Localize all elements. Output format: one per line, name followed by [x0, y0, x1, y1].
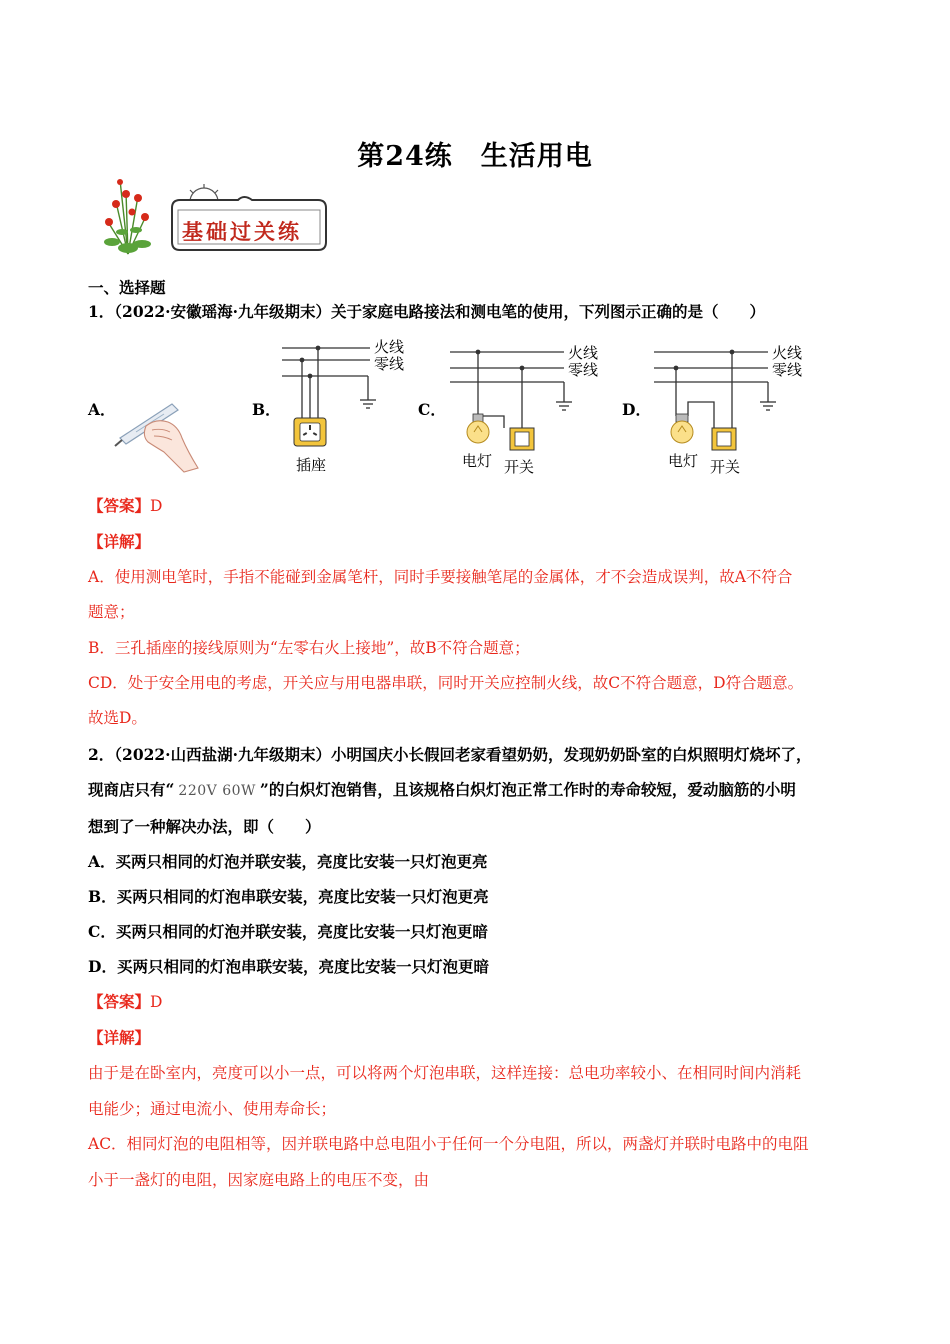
lamp-label: 电灯 — [462, 452, 493, 470]
question-2-number: 2． — [88, 745, 115, 764]
fire-line-label: 火线 — [374, 338, 405, 356]
section-heading: 一、选择题 — [88, 278, 166, 297]
option-d-label: D． — [622, 400, 651, 419]
neutral-line-label: 零线 — [772, 361, 803, 379]
q2-option-a: A．买两只相同的灯泡并联安装，亮度比安装一只灯泡更亮 — [88, 852, 488, 871]
question-1-source: （2022·安徽瑶海·九年级期末） — [114, 302, 331, 321]
circuit-d-diagram — [652, 340, 817, 480]
socket-label: 插座 — [296, 456, 327, 474]
q1-detail-line: 故选D。 — [88, 709, 147, 727]
q1-detail-line: A．使用测电笔时，手指不能碰到金属笔杆，同时手要接触笔尾的金属体，才不会造成误判，故A不符合 — [88, 568, 793, 586]
answer-tag: 【答案】 — [88, 496, 151, 515]
q2-option-b: B．买两只相同的灯泡串联安装，亮度比安装一只灯泡更亮 — [88, 887, 489, 906]
bulb-spec: 220V 60W — [178, 783, 256, 799]
fire-line-label: 火线 — [568, 344, 599, 362]
test-pen-hand-illustration — [112, 396, 204, 476]
switch-icon — [712, 428, 736, 450]
question-2-stem — [88, 743, 868, 767]
flower-icon — [98, 172, 158, 256]
socket-icon — [294, 418, 326, 446]
detail-tag: 【详解】 — [88, 532, 151, 551]
answer-tag: 【答案】 — [88, 992, 151, 1011]
option-a-label: A． — [88, 400, 116, 419]
q1-detail-line: CD．处于安全用电的考虑，开关应与用电器串联，同时开关应控制火线，故C不符合题意，D符合题意。 — [88, 674, 804, 692]
q1-detail-line: B．三孔插座的接线原则为“左零右火上接地”，故B不符合题意； — [88, 639, 530, 657]
stem-text: ”的白炽灯泡销售，且该规格白炽灯泡正常工作时的寿命较短，爱动脑筋的小明 — [259, 780, 796, 799]
stem-text: 现商店只有“ — [88, 780, 175, 799]
page-title — [0, 134, 950, 173]
badge-text: 基础过关练 — [182, 219, 302, 244]
lamp-label: 电灯 — [668, 452, 699, 470]
question-1-stem — [88, 300, 868, 324]
question-2-stem-line3: 想到了一种解决办法，即（ ） — [88, 817, 321, 836]
circuit-c-diagram — [448, 340, 613, 480]
neutral-line-label: 零线 — [374, 355, 405, 373]
q2-detail-line: AC．相同灯泡的电阻相等，因并联电路中总电阻小于任何一个分电阻，所以，两盏灯并联时电路中的电阻 — [88, 1135, 809, 1153]
answer-value: D — [150, 497, 163, 515]
lamp-icon — [467, 414, 489, 443]
switch-label: 开关 — [710, 458, 741, 476]
q2-option-d: D．买两只相同的灯泡串联安装，亮度比安装一只灯泡更暗 — [88, 957, 489, 976]
q1-detail-line: 题意； — [88, 603, 135, 621]
question-1-number: 1． — [88, 302, 115, 321]
q2-option-c: C．买两只相同的灯泡并联安装，亮度比安装一只灯泡更暗 — [88, 922, 488, 941]
question-1-text: 关于家庭电路接法和测电笔的使用，下列图示正确的是（ ） — [330, 302, 765, 321]
option-b-label: B． — [252, 400, 281, 419]
title-part1: 第24练 — [357, 141, 453, 172]
neutral-line-label: 零线 — [568, 361, 599, 379]
question-1-answer — [88, 494, 868, 518]
question-2-text: 小明国庆小长假回老家看望奶奶，发现奶奶卧室的白炽照明灯烧坏了， — [330, 745, 812, 764]
badge — [168, 182, 328, 252]
lamp-icon — [671, 414, 693, 443]
question-2-source: （2022·山西盐湖·九年级期末） — [114, 745, 331, 764]
question-2-stem-line2 — [88, 778, 868, 803]
detail-tag: 【详解】 — [88, 1028, 151, 1047]
q2-detail-line: 电能少；通过电流小、使用寿命长； — [88, 1100, 337, 1118]
question-2-answer — [88, 990, 868, 1014]
title-part2: 生活用电 — [480, 141, 593, 172]
q2-detail-line: 由于是在卧室内，亮度可以小一点，可以将两个灯泡串联，这样连接：总电功率较小、在相同时间内消耗 — [88, 1064, 802, 1082]
option-c-label: C． — [418, 400, 446, 419]
switch-icon — [510, 428, 534, 450]
fire-line-label: 火线 — [772, 344, 803, 362]
circuit-b-diagram — [278, 336, 418, 476]
switch-label: 开关 — [504, 458, 535, 476]
answer-value: D — [150, 993, 163, 1011]
q2-detail-line: 小于一盏灯的电阻，因家庭电路上的电压不变，由 — [88, 1171, 430, 1189]
